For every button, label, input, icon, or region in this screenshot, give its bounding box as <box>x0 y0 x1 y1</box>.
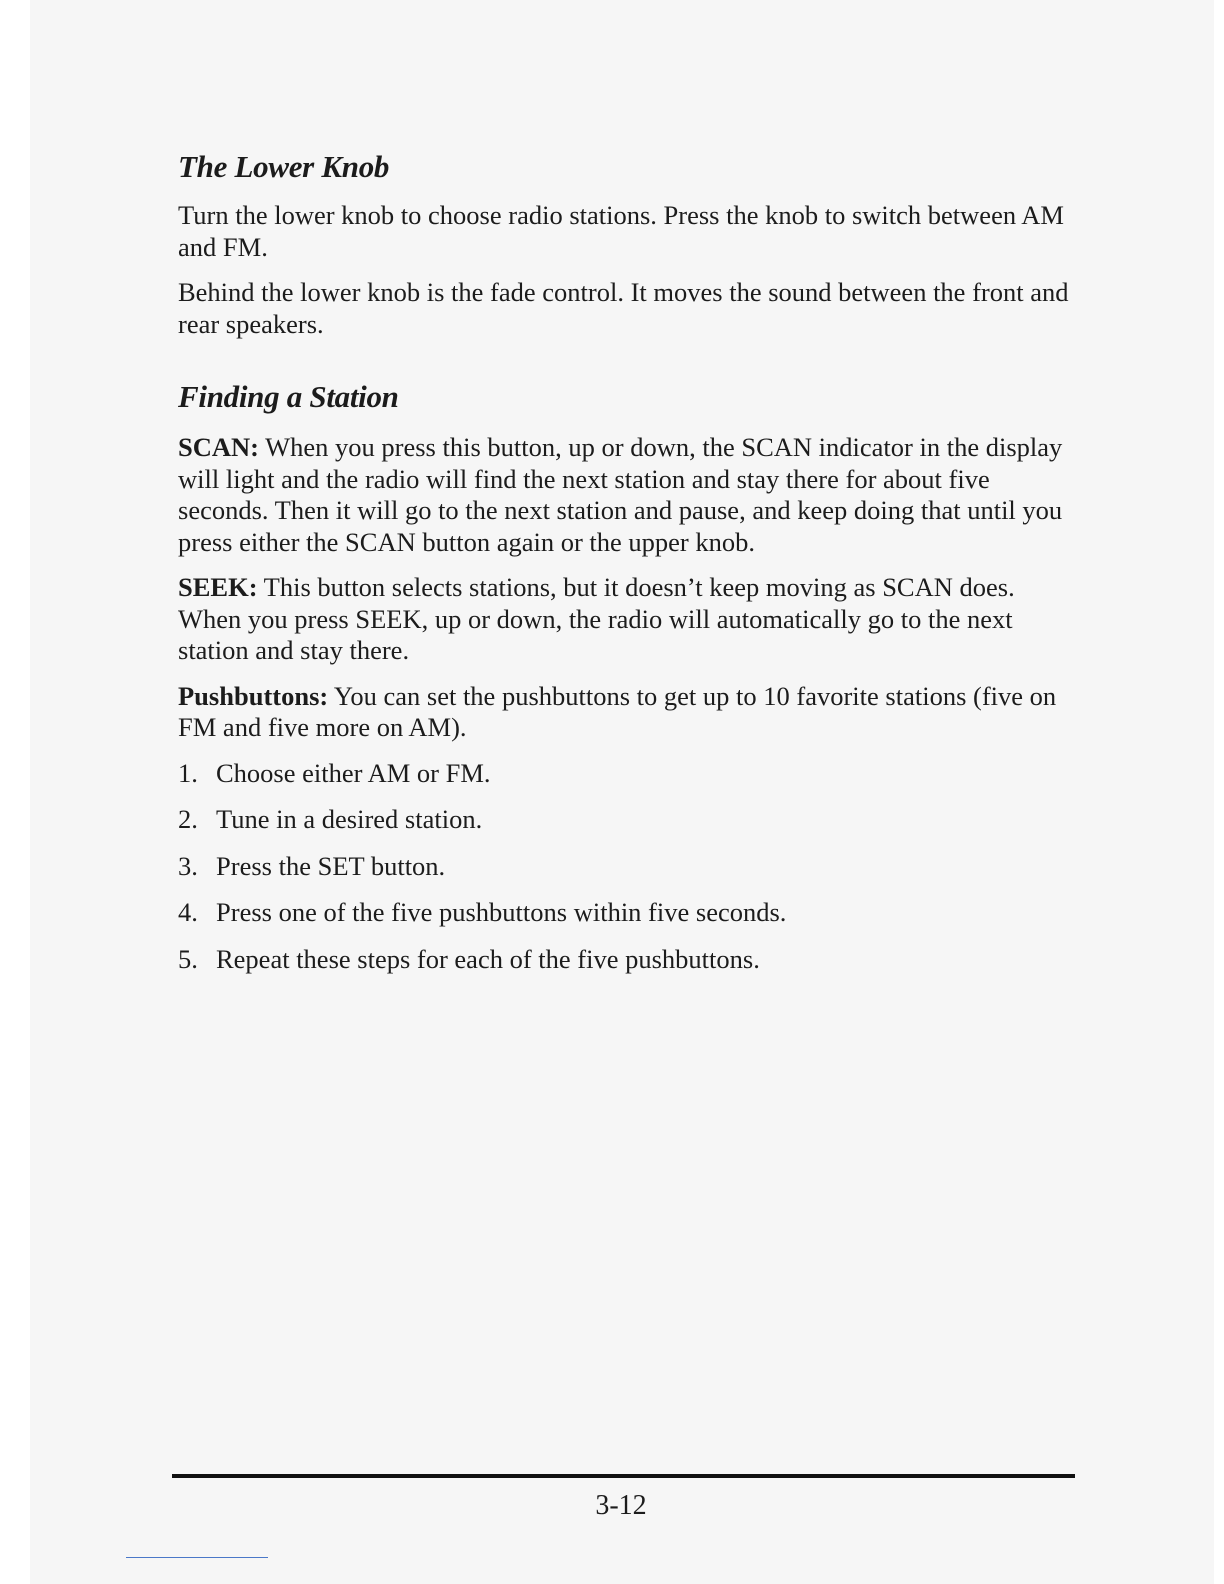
step-number: 3. <box>178 850 198 881</box>
paragraph-seek <box>178 572 1078 667</box>
page-number: 3-12 <box>595 1490 647 1521</box>
paragraph-lower-knob-1: Turn the lower knob to choose radio stations. Press the knob to switch between AM and FM. <box>178 200 1064 262</box>
steps-list <box>178 758 1078 976</box>
step-number: 4. <box>178 897 198 927</box>
seek-text: This button selects stations, but it doesn’t keep moving as SCAN does. When you press SEEK, up or down, the radio will automatically go to the next station and stay there. <box>178 572 1015 665</box>
step-text: Press the SET button. <box>216 850 446 881</box>
paragraph-scan <box>178 432 1078 558</box>
paragraph-lower-knob-2: Behind the lower knob is the fade control. It moves the sound between the front and rear speakers. <box>178 277 1069 339</box>
step-text: Press one of the five pushbuttons within five seconds. <box>216 897 787 927</box>
step-number: 2. <box>178 804 198 834</box>
scan-text: When you press this button, up or down, the SCAN indicator in the display will light and the radio will find the next station and stay there for about five seconds. Then it will go to the next station and pause, and keep doing that until you press either the SCAN button again or the upper knob. <box>178 432 1063 557</box>
step-text: Choose either AM or FM. <box>216 757 491 788</box>
page-margin <box>0 0 30 1584</box>
list-item <box>178 897 1078 929</box>
seek-label: SEEK: <box>178 572 258 602</box>
pushbuttons-text: You can set the pushbuttons to get up to 10 favorite stations (five on FM and five more on AM). <box>178 680 1057 742</box>
section-title-finding-station: Finding a Station <box>178 379 399 414</box>
pushbuttons-label: Pushbuttons: <box>178 680 329 711</box>
step-number: 1. <box>178 757 198 788</box>
step-number: 5. <box>178 943 198 974</box>
section-title-lower-knob: The Lower Knob <box>178 149 390 184</box>
list-item <box>178 944 1078 976</box>
page-content <box>178 148 1078 990</box>
list-item <box>178 804 1078 836</box>
list-item <box>178 758 1078 790</box>
scan-label: SCAN: <box>178 432 259 462</box>
step-text: Repeat these steps for each of the five pushbuttons. <box>216 943 760 974</box>
list-item <box>178 851 1078 883</box>
paragraph-pushbuttons <box>178 681 1078 744</box>
footer-underline <box>126 1557 268 1558</box>
step-text: Tune in a desired station. <box>216 804 483 834</box>
footer-rule <box>172 1474 1075 1478</box>
